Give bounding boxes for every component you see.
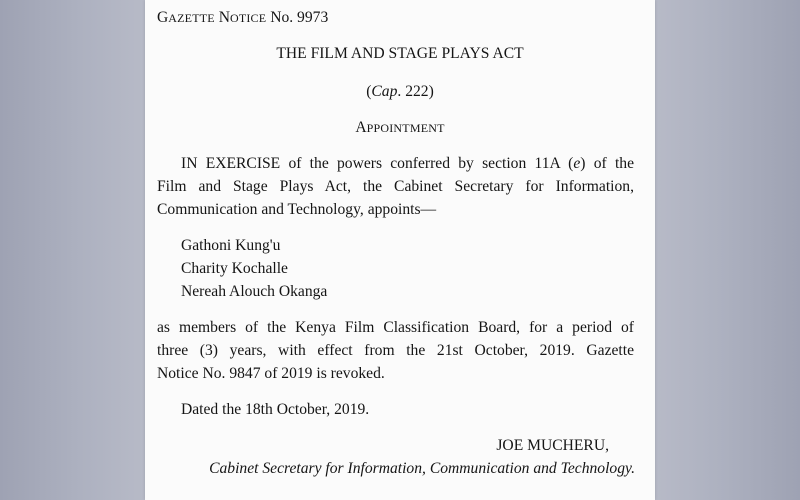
para1-line1-a: IN EXERCISE of the powers conferred by section 11A (: [181, 155, 574, 172]
signatory-name: JOE MUCHERU,: [496, 437, 609, 454]
para1-line1-italic: e: [573, 155, 581, 172]
notice-number-value: No. 9973: [270, 9, 329, 26]
cap-rest: . 222): [397, 83, 434, 100]
heading-rest: PPOINTMENT: [366, 121, 445, 135]
para1-line1-b: ) of the: [580, 155, 635, 172]
cap-italic: Cap: [371, 83, 398, 100]
gazette-notice-page: [145, 0, 655, 500]
para1-line1: [181, 154, 634, 174]
para2-line1: as members of the Kenya Film Classification Board, for a period of: [157, 319, 634, 336]
notice-number-prefix-otice: OTICE: [229, 11, 267, 25]
appointee-3: Nereah Alouch Okanga: [181, 283, 328, 300]
appointee-2: Charity Kochalle: [181, 260, 288, 277]
dated-line: Dated the 18th October, 2019.: [181, 401, 370, 418]
signatory-title: Cabinet Secretary for Information, Communication and Technology.: [209, 460, 635, 477]
chapter-reference: [145, 82, 655, 102]
act-title: THE FILM AND STAGE PLAYS ACT: [276, 45, 524, 62]
notice-number-prefix-n: N: [218, 9, 230, 26]
notice-number: [157, 8, 328, 28]
appointee-1: Gathoni Kung'u: [181, 237, 281, 254]
heading-initial: A: [355, 119, 367, 136]
para1-line3: Communication and Technology, appoints—: [157, 201, 437, 218]
notice-number-prefix-g: G: [157, 9, 169, 26]
para2-line3: Notice No. 9847 of 2019 is revoked.: [157, 365, 385, 382]
para2-line2: three (3) years, with effect from the 21st October, 2019. Gazette: [157, 342, 634, 359]
para1-line2: Film and Stage Plays Act, the Cabinet Secretary for Information,: [157, 178, 634, 195]
cap-open: (: [366, 83, 372, 100]
appointment-heading: [145, 118, 655, 138]
notice-number-prefix-rest: AZETTE: [168, 11, 215, 25]
